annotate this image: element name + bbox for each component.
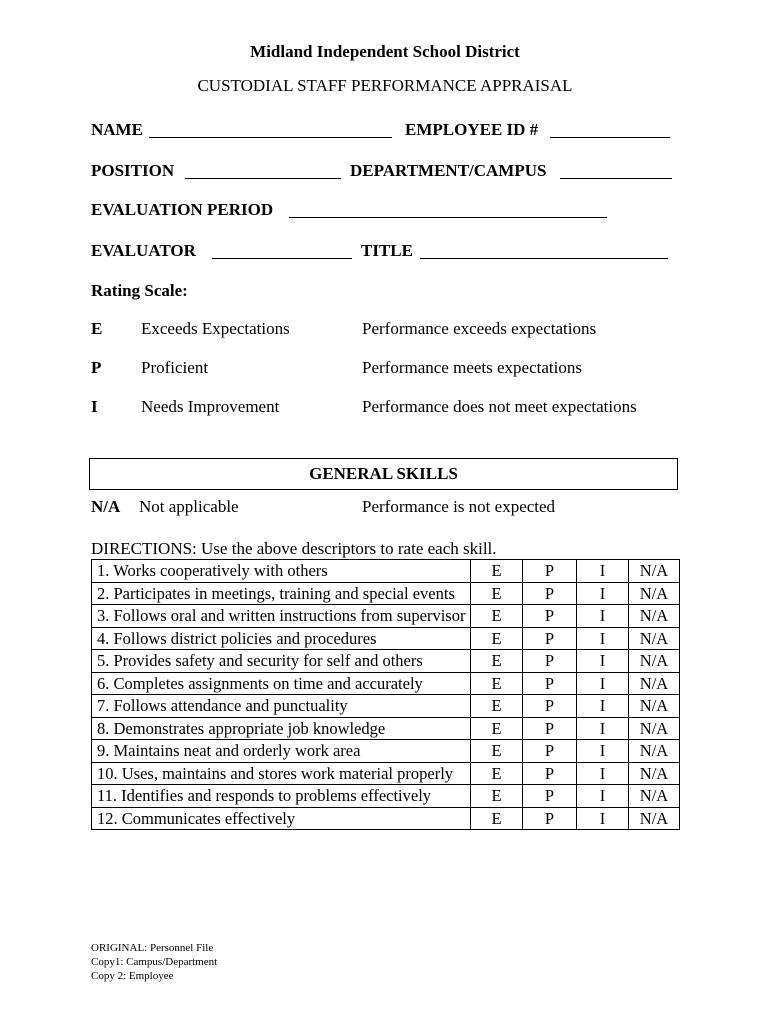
name-label: NAME [91, 120, 143, 139]
rating-option-na[interactable]: N/A [629, 627, 680, 650]
position-field[interactable] [185, 178, 341, 179]
rating-option-na[interactable]: N/A [629, 717, 680, 740]
rating-option-i[interactable]: I [577, 605, 629, 628]
district-name: Midland Independent School District [250, 42, 520, 61]
na-description: Performance is not expected [362, 497, 556, 516]
skill-row [92, 582, 680, 605]
rating-option-e[interactable]: E [471, 762, 523, 785]
rating-code: P [91, 358, 102, 377]
rating-code: I [91, 397, 98, 416]
skill-row [92, 560, 680, 583]
rating-option-p[interactable]: P [523, 582, 577, 605]
rating-option-na[interactable]: N/A [629, 672, 680, 695]
rating-option-i[interactable]: I [577, 740, 629, 763]
rating-option-i[interactable]: I [577, 672, 629, 695]
rating-label: Exceeds Expectations [141, 319, 290, 338]
rating-option-e[interactable]: E [471, 605, 523, 628]
name-field[interactable] [149, 137, 392, 138]
footer-copy1: Copy1: Campus/Department [91, 956, 218, 968]
skill-row [92, 605, 680, 628]
position-label: POSITION [91, 161, 175, 180]
skill-description: 4. Follows district policies and procedures [92, 627, 471, 650]
rating-option-p[interactable]: P [523, 785, 577, 808]
rating-option-i[interactable]: I [577, 650, 629, 673]
rating-option-i[interactable]: I [577, 807, 629, 830]
rating-label: Proficient [141, 358, 209, 377]
rating-option-e[interactable]: E [471, 672, 523, 695]
rating-option-e[interactable]: E [471, 582, 523, 605]
rating-option-e[interactable]: E [471, 560, 523, 583]
rating-code: E [91, 319, 103, 338]
rating-option-e[interactable]: E [471, 807, 523, 830]
evaluation-period-field[interactable] [289, 217, 607, 218]
rating-option-i[interactable]: I [577, 627, 629, 650]
skill-description: 2. Participates in meetings, training and special events [92, 582, 471, 605]
rating-option-e[interactable]: E [471, 650, 523, 673]
general-skills-heading: GENERAL SKILLS [89, 458, 678, 490]
skill-description: 5. Provides safety and security for self and others [92, 650, 471, 673]
title-label: TITLE [361, 241, 413, 260]
footer-original: ORIGINAL: Personnel File [91, 942, 214, 954]
department-field[interactable] [560, 178, 672, 179]
rating-label: Needs Improvement [141, 397, 280, 416]
rating-option-na[interactable]: N/A [629, 605, 680, 628]
employee-id-field[interactable] [550, 137, 670, 138]
rating-option-na[interactable]: N/A [629, 785, 680, 808]
skill-description: 9. Maintains neat and orderly work area [92, 740, 471, 763]
form-title: CUSTODIAL STAFF PERFORMANCE APPRAISAL [197, 76, 573, 95]
title-field[interactable] [420, 258, 668, 259]
rating-option-e[interactable]: E [471, 627, 523, 650]
evaluator-label: EVALUATOR [91, 241, 196, 260]
rating-option-p[interactable]: P [523, 627, 577, 650]
skill-description: 11. Identifies and responds to problems effectively [92, 785, 471, 808]
skill-row [92, 650, 680, 673]
evaluator-field[interactable] [212, 258, 352, 259]
rating-option-p[interactable]: P [523, 695, 577, 718]
skill-description: 1. Works cooperatively with others [92, 560, 471, 583]
skill-row [92, 695, 680, 718]
rating-option-p[interactable]: P [523, 672, 577, 695]
evaluation-period-label: EVALUATION PERIOD [91, 200, 274, 219]
rating-option-i[interactable]: I [577, 717, 629, 740]
skill-row [92, 672, 680, 695]
rating-option-p[interactable]: P [523, 605, 577, 628]
employee-id-label: EMPLOYEE ID # [405, 120, 539, 139]
rating-option-na[interactable]: N/A [629, 650, 680, 673]
skill-description: 10. Uses, maintains and stores work material properly [92, 762, 471, 785]
footer-copy2: Copy 2: Employee [91, 970, 174, 982]
skill-description: 7. Follows attendance and punctuality [92, 695, 471, 718]
skill-description: 6. Completes assignments on time and accurately [92, 672, 471, 695]
rating-option-na[interactable]: N/A [629, 807, 680, 830]
skills-table [91, 559, 680, 830]
rating-option-na[interactable]: N/A [629, 582, 680, 605]
skill-description: 3. Follows oral and written instructions from supervisor [92, 605, 471, 628]
rating-option-p[interactable]: P [523, 807, 577, 830]
skill-row [92, 785, 680, 808]
directions: DIRECTIONS: Use the above descriptors to rate each skill. [91, 539, 497, 558]
rating-option-e[interactable]: E [471, 785, 523, 808]
skill-description: 12. Communicates effectively [92, 807, 471, 830]
rating-option-e[interactable]: E [471, 695, 523, 718]
skill-description: 8. Demonstrates appropriate job knowledge [92, 717, 471, 740]
rating-option-i[interactable]: I [577, 695, 629, 718]
rating-description: Performance does not meet expectations [362, 397, 637, 416]
rating-description: Performance meets expectations [362, 358, 582, 377]
rating-option-na[interactable]: N/A [629, 695, 680, 718]
rating-option-e[interactable]: E [471, 740, 523, 763]
rating-option-p[interactable]: P [523, 650, 577, 673]
na-code: N/A [91, 497, 121, 516]
skill-row [92, 627, 680, 650]
skill-row [92, 717, 680, 740]
rating-option-p[interactable]: P [523, 560, 577, 583]
rating-option-p[interactable]: P [523, 740, 577, 763]
rating-option-i[interactable]: I [577, 762, 629, 785]
rating-option-p[interactable]: P [523, 762, 577, 785]
skill-row [92, 740, 680, 763]
rating-option-na[interactable]: N/A [629, 762, 680, 785]
copy-distribution [91, 941, 217, 983]
skill-row [92, 762, 680, 785]
rating-option-i[interactable]: I [577, 582, 629, 605]
rating-scale-heading: Rating Scale: [91, 281, 188, 300]
rating-option-i[interactable]: I [577, 785, 629, 808]
department-label: DEPARTMENT/CAMPUS [350, 161, 547, 180]
rating-option-p[interactable]: P [523, 717, 577, 740]
rating-description: Performance exceeds expectations [362, 319, 597, 338]
rating-option-na[interactable]: N/A [629, 560, 680, 583]
na-label: Not applicable [139, 497, 239, 516]
rating-option-na[interactable]: N/A [629, 740, 680, 763]
skill-row [92, 807, 680, 830]
rating-option-i[interactable]: I [577, 560, 629, 583]
rating-option-e[interactable]: E [471, 717, 523, 740]
